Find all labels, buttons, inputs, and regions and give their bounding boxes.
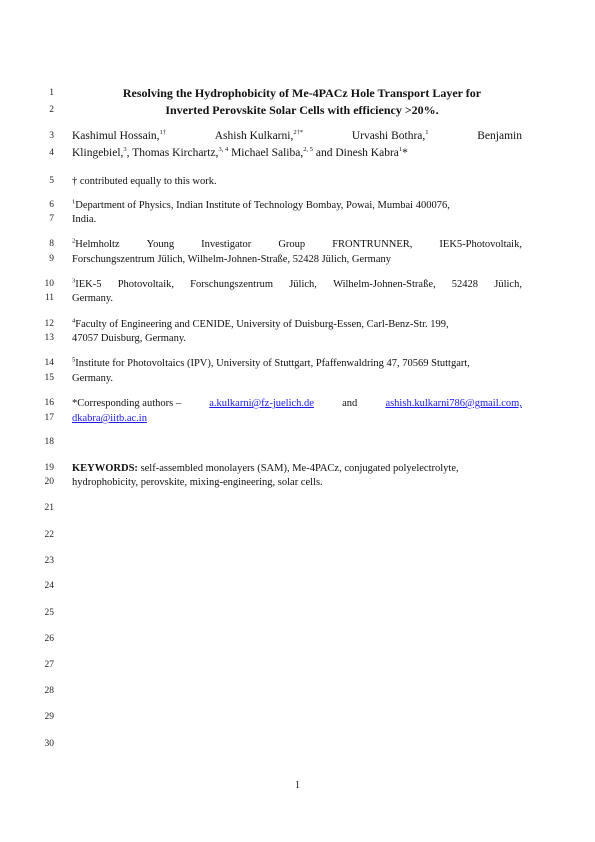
affiliation-3-line-1: $^3$IEK-5 Photovoltaik, Forschungszentrum Jülich, Wilhelm-Johnen-Straße, 52428 Jülich, [72,277,522,290]
line-number: 17 [44,413,54,423]
affiliation-5-line-1: $^5$Institute for Photovoltaics (IPV), University of Stuttgart, Pfaffenwaldring 47, 70569 Stuttgart, [72,356,470,369]
line-number: 28 [44,686,54,696]
affiliation-1-line-1: $^1$Department of Physics, Indian Institute of Technology Bombay, Powai, Mumbai 400076, [72,198,450,211]
line-number: 29 [44,712,54,722]
paper-title-line-1: Resolving the Hydrophobicity of Me-4PACz Hole Transport Layer for [122,86,482,100]
line-number: 20 [44,477,54,487]
author-name: Urvashi Bothra,$^1$ [351,129,429,142]
email-link-1[interactable]: a.kulkarni@fz-juelich.de [209,398,314,409]
line-number: 16 [44,398,54,408]
line-number: 10 [44,279,54,289]
keywords-line-2: hydrophobicity, perovskite, mixing-engineering, solar cells. [72,477,323,488]
affiliation-2-line-2: Forschungszentrum Jülich, Wilhelm-Johnen-Straße, 52428 Jülich, Germany [72,254,391,265]
affiliation-3-line-2: Germany. [72,293,114,304]
line-number: 12 [44,319,54,329]
corresponding-authors-line-2 [72,412,522,425]
line-number: 13 [44,333,54,343]
contribution-note: † contributed equally to this work. [72,176,217,187]
page-number: 1 [295,780,300,791]
line-number: 18 [44,437,54,447]
author-name: Ashish Kulkarni,$^{2\dagger*}$ [214,129,304,142]
author-line-2: Klingebiel,$^3$, Thomas Kirchartz,$^{3, 4}$ Michael Saliba,$^{2, 5}$ and Dinesh Kabra$^1$* [72,146,408,159]
line-number: 7 [49,214,54,224]
affiliation-5-line-2: Germany. [72,373,114,384]
line-number: 24 [44,581,54,591]
line-number: 3 [49,131,54,141]
line-number: 26 [44,634,54,644]
affiliation-2-line-1: $^2$Helmholtz Young Investigator Group FRONTRUNNER, IEK5-Photovoltaik, [72,237,522,250]
line-number: 21 [44,503,54,513]
paper-title-line-2: Inverted Perovskite Solar Cells with efficiency >20%. [165,103,439,117]
line-number: 23 [44,556,54,566]
corresponding-label: *Corresponding authors – [72,398,182,409]
line-number: 4 [49,148,54,158]
corresponding-authors-line-1: *Corresponding authors – a.kulkarni@fz-juelich.de and ashish.kulkarni786@gmail.com, [72,398,522,409]
keywords-line-1: KEYWORDS: self-assembled monolayers (SAM), Me-4PACz, conjugated polyelectrolyte, [72,463,459,474]
line-number: 2 [49,105,54,115]
author-line-1 [72,129,522,144]
line-number: 6 [49,200,54,210]
author-name: Benjamin [477,130,522,142]
line-number: 5 [49,176,54,186]
email-link-2[interactable]: ashish.kulkarni786@gmail.com, [385,398,522,409]
affiliation-4-line-1: $^4$Faculty of Engineering and CENIDE, University of Duisburg-Essen, Carl-Benz-Str. 199, [72,317,449,330]
line-number: 22 [44,530,54,540]
line-number: 27 [44,660,54,670]
affiliation-1-line-2: India. [72,214,97,225]
line-number: 11 [44,293,54,303]
email-link-3[interactable]: dkabra@iitb.ac.in [72,413,147,424]
keywords-label: KEYWORDS: [72,463,138,474]
line-number: 19 [44,463,54,473]
line-number: 15 [44,373,54,383]
affiliation-4-line-2: 47057 Duisburg, Germany. [72,333,187,344]
line-number: 30 [44,739,54,749]
line-number: 8 [49,239,54,249]
author-name: Kashimul Hossain,$^{1\dagger}$ [72,129,167,142]
line-number: 14 [44,358,54,368]
line-number: 9 [49,254,54,264]
line-number: 25 [44,608,54,618]
line-number: 1 [49,88,54,98]
